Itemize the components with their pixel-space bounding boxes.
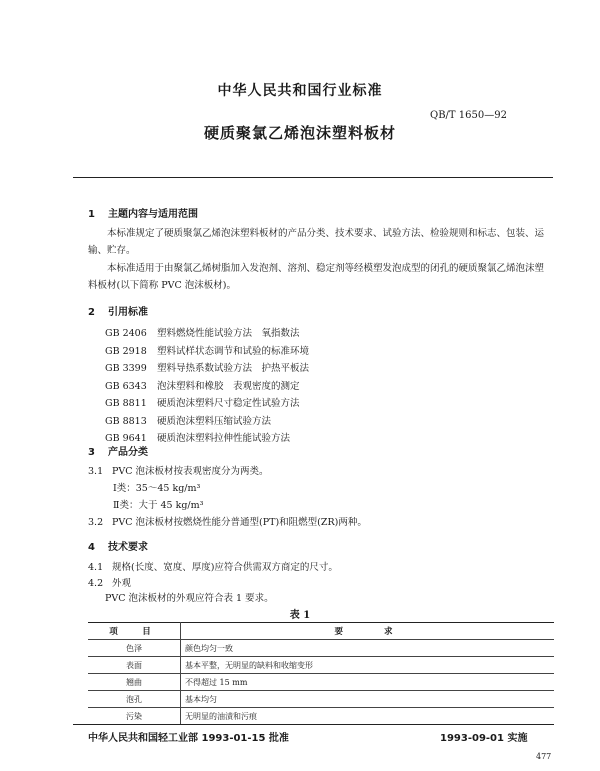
reference-code: GB 3399 — [105, 363, 147, 374]
table-cell-item: 泡孔 — [88, 691, 181, 708]
reference-code: GB 2406 — [105, 328, 147, 339]
table-row — [88, 657, 554, 674]
reference-code: GB 6343 — [105, 380, 147, 392]
section-2-heading — [88, 303, 148, 318]
table-header-requirement: 要 求 — [181, 623, 555, 640]
table-header-item: 项 目 — [88, 623, 181, 640]
reference-title: 塑料试样状态调节和试验的标准环境 — [157, 345, 310, 357]
clause-number: 3.1 — [88, 466, 104, 477]
section-3-title: 产品分类 — [108, 447, 148, 458]
section-2-number: 2 — [88, 307, 95, 318]
reference-item — [105, 378, 309, 396]
clause-4-2-body: PVC 泡沫板材的外观应符合表 1 要求。 — [105, 593, 274, 604]
clause-3-1 — [88, 463, 269, 477]
section-4-number: 4 — [88, 542, 95, 553]
table-caption: 表 1 — [289, 610, 311, 621]
density-class-1: Ⅰ类：35～45 kg/m³ — [113, 483, 201, 494]
clause-4-2 — [88, 575, 131, 589]
table-cell-item: 表面 — [88, 657, 181, 674]
table-cell-item: 污染 — [88, 708, 181, 725]
reference-title: 塑料导热系数试验方法 护热平板法 — [157, 363, 310, 374]
reference-list — [105, 325, 309, 448]
appearance-table — [88, 622, 554, 725]
table-cell-requirement: 颜色均匀一致 — [181, 640, 555, 657]
section-1-number: 1 — [88, 209, 95, 220]
org-title: 中华人民共和国行业标准 — [217, 83, 383, 99]
approval-line: 中华人民共和国轻工业部 1993-01-15 批准 — [88, 733, 289, 744]
clause-text: PVC 泡沫板材按燃烧性能分普通型(PT)和阻燃型(ZR)两种。 — [112, 517, 367, 528]
page-number: 477 — [536, 752, 552, 761]
reference-code: GB 9641 — [105, 433, 147, 444]
clause-4-1 — [88, 559, 338, 573]
table-cell-item: 翘曲 — [88, 674, 181, 691]
section-2-title: 引用标准 — [108, 307, 148, 318]
reference-code: GB 8813 — [105, 415, 147, 427]
clause-text: 外观 — [112, 578, 132, 589]
section-1-paragraph-2: 本标准适用于由聚氯乙烯树脂加入发泡剂、溶剂、稳定剂等经模塑发泡成型的闭孔的硬质聚氯乙烯泡沫塑料板材(以下简称 PVC 泡沫板材)。 — [88, 263, 545, 291]
reference-code: GB 8811 — [105, 398, 147, 409]
clause-number: 3.2 — [88, 517, 104, 528]
header-rule — [73, 177, 553, 178]
reference-item — [105, 395, 309, 413]
section-4-heading — [88, 538, 148, 553]
table-header-row — [88, 623, 554, 640]
implementation-date: 1993-09-01 实施 — [440, 733, 528, 744]
reference-item — [105, 413, 309, 431]
table-cell-item: 色泽 — [88, 640, 181, 657]
table-cell-requirement: 基本平整，无明显的缺料和收缩变形 — [181, 657, 555, 674]
density-class-2: Ⅱ类：大于 45 kg/m³ — [113, 500, 204, 511]
reference-title: 硬质泡沫塑料尺寸稳定性试验方法 — [157, 398, 300, 409]
reference-item — [105, 325, 309, 343]
clause-number: 4.1 — [88, 562, 104, 573]
section-1-heading — [88, 205, 198, 220]
section-3-heading — [88, 443, 148, 458]
footer-rule — [73, 724, 553, 725]
reference-title: 泡沫塑料和橡胶 表观密度的测定 — [157, 380, 300, 392]
table-row — [88, 640, 554, 657]
clause-text: 规格(长度、宽度、厚度)应符合供需双方商定的尺寸。 — [112, 562, 338, 573]
table-cell-requirement: 基本均匀 — [181, 691, 555, 708]
reference-item — [105, 360, 309, 378]
reference-item — [105, 343, 309, 361]
table-row — [88, 708, 554, 725]
document-title: 硬质聚氯乙烯泡沫塑料板材 — [203, 124, 396, 142]
reference-title: 硬质泡沫塑料压缩试验方法 — [157, 415, 272, 427]
reference-title: 塑料燃烧性能试验方法 氧指数法 — [157, 328, 300, 339]
section-1-title: 主题内容与适用范围 — [108, 209, 198, 220]
reference-code: GB 2918 — [105, 345, 147, 357]
clause-3-2 — [88, 514, 367, 528]
clause-number: 4.2 — [88, 578, 104, 589]
section-1-paragraph-1: 本标准规定了硬质聚氯乙烯泡沫塑料板材的产品分类、技术要求、试验方法、检验规则和标志、包装、运输、贮存。 — [88, 228, 545, 256]
reference-title: 硬质泡沫塑料拉伸性能试验方法 — [157, 433, 291, 444]
standard-number: QB/T 1650—92 — [430, 110, 507, 121]
table-row — [88, 691, 554, 708]
table-row — [88, 674, 554, 691]
table-cell-requirement: 无明显的油渍和污痕 — [181, 708, 555, 725]
table-cell-requirement: 不得超过 15 mm — [181, 674, 555, 691]
section-3-number: 3 — [88, 447, 95, 458]
section-4-title: 技术要求 — [108, 542, 148, 553]
clause-text: PVC 泡沫板材按表观密度分为两类。 — [112, 466, 269, 477]
